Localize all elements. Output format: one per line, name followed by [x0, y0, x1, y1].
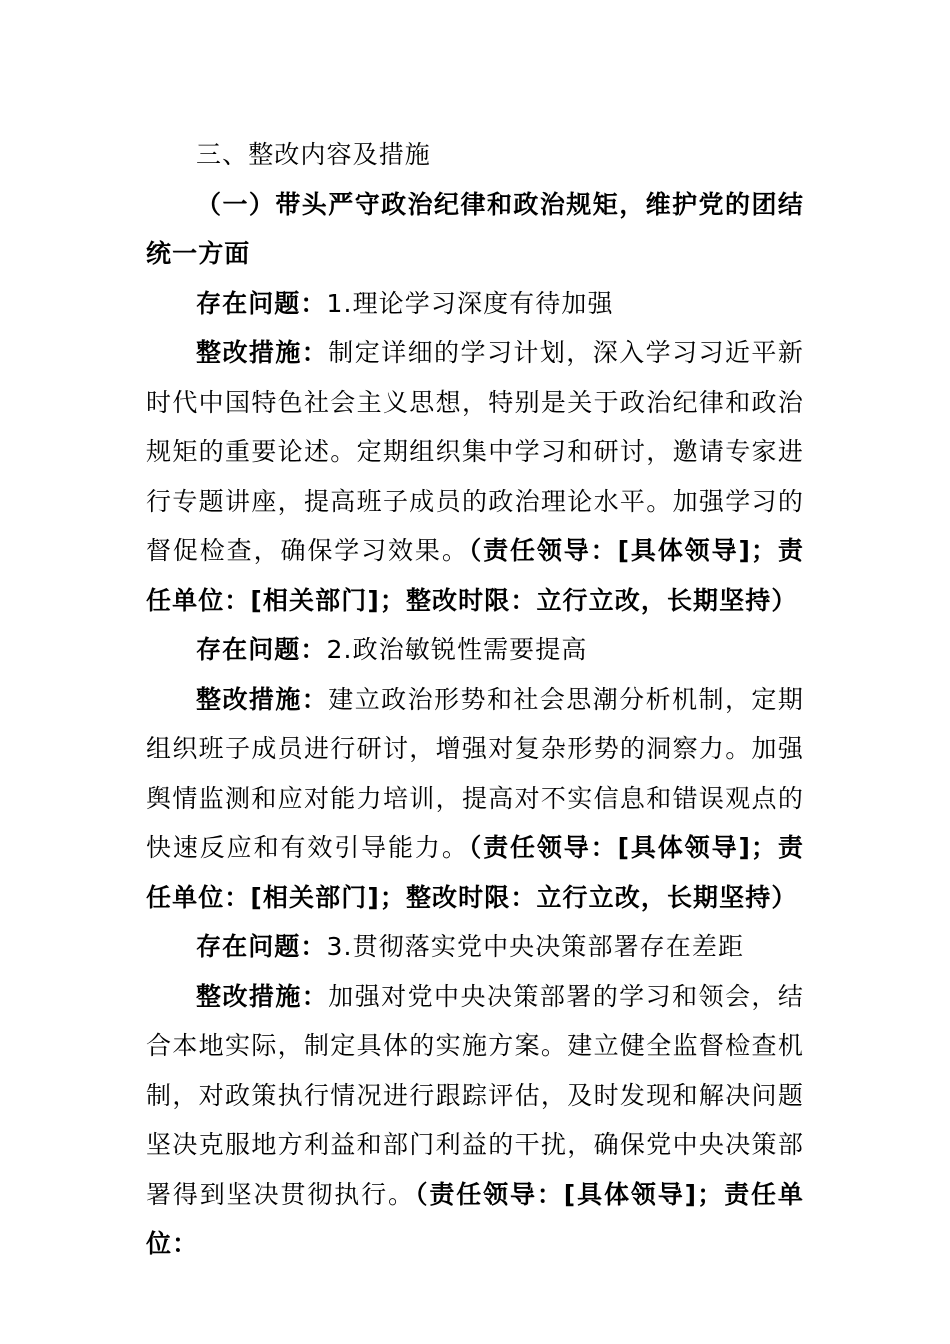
- measure-2: [146, 675, 804, 923]
- responsibility-note: （责任领导：[具体领导]；责任单位：[相关部门]；整改时限：立行立改，长期坚持）: [146, 536, 804, 615]
- problem-text: 2.政治敏锐性需要提高: [326, 635, 588, 664]
- problem-1: [146, 279, 804, 329]
- measure-label: 整改措施：: [196, 684, 329, 714]
- measure-text: 加强对党中央决策部署的学习和领会，结合本地实际，制定具体的实施方案。建立健全监督检查机制，对政策执行情况进行跟踪评估，及时发现和解决问题坚决克服地方利益和部门利益的干扰，确保党中央决策部署得到坚决贯彻执行。: [146, 981, 804, 1209]
- measure-3: [146, 972, 804, 1269]
- problem-label: 存在问题：: [196, 635, 327, 664]
- problem-label: 存在问题：: [196, 288, 327, 318]
- measure-1: [146, 328, 804, 625]
- problem-label: 存在问题：: [196, 932, 327, 961]
- measure-text: 制定详细的学习计划，深入学习习近平新时代中国特色社会主义思想，特别是关于政治纪律和政治规矩的重要论述。定期组织集中学习和研讨，邀请专家进行专题讲座，提高班子成员的政治理论水平。加强学习的督促检查，确保学习效果。: [146, 338, 804, 565]
- measure-text: 建立政治形势和社会思潮分析机制，定期组织班子成员进行研讨，增强对复杂形势的洞察力。加强舆情监测和应对能力培训，提高对不实信息和错误观点的快速反应和有效引导能力。: [146, 684, 804, 862]
- problem-2: [146, 625, 804, 675]
- responsibility-note: （责任领导：[具体领导]；责任单位：: [146, 1179, 804, 1258]
- problem-3: [146, 922, 804, 972]
- problem-text: 3.贯彻落实党中央决策部署存在差距: [326, 932, 745, 961]
- measure-label: 整改措施：: [196, 981, 329, 1011]
- subsection-heading: （一）带头严守政治纪律和政治规矩，维护党的团结统一方面: [146, 189, 804, 268]
- problem-text: 1.理论学习深度有待加强: [326, 288, 614, 318]
- section-heading: 三、整改内容及措施: [196, 140, 431, 169]
- responsibility-note: （责任领导：[具体领导]；责任单位：[相关部门]；整改时限：立行立改，长期坚持）: [146, 833, 804, 912]
- measure-label: 整改措施：: [196, 338, 329, 367]
